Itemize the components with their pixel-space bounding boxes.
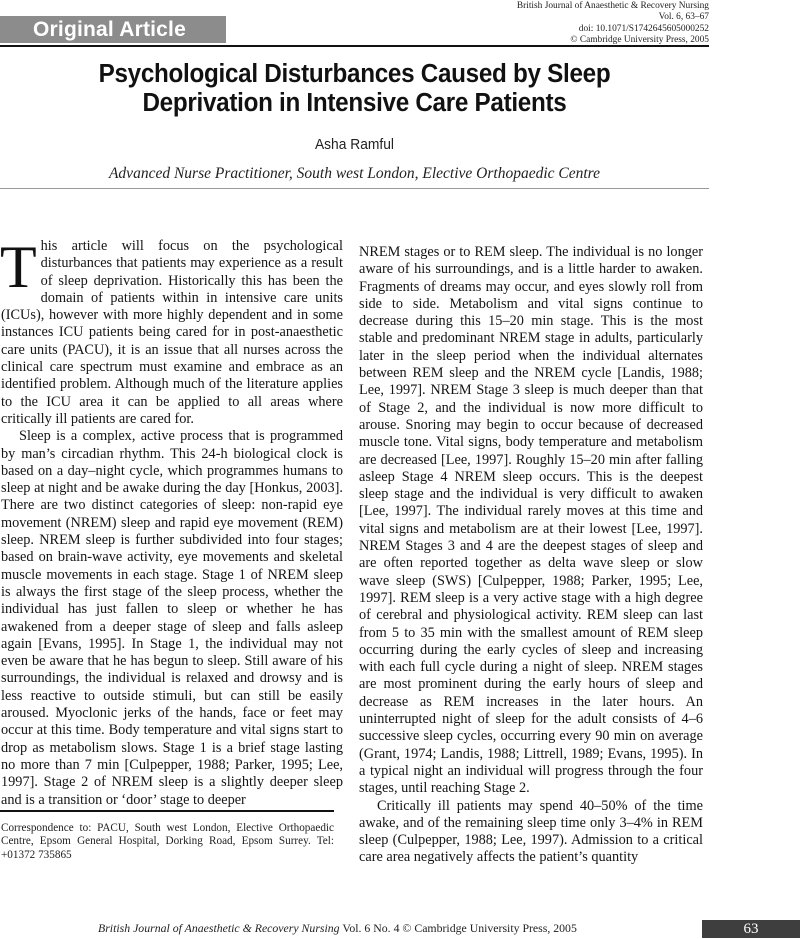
article-title — [18, 60, 692, 118]
drop-cap: T — [0, 234, 37, 300]
paragraph: Critically ill patients may spend 40–50% of the time awake, and of the remaining sleep time only 3–4% in REM sleep (Culpepper, 1988; Lee, 1997). Admission to a critical care area negatively affects the patient’s quantity — [359, 797, 703, 866]
body-column-right — [359, 244, 703, 867]
title-line-2: Deprivation in Intensive Care Patients — [142, 89, 567, 117]
header-rule — [0, 45, 709, 47]
body-column-left — [0, 234, 343, 809]
running-footer — [98, 921, 577, 936]
author-name: Asha Ramful — [314, 136, 394, 153]
author-affiliation: Advanced Nurse Practitioner, South west London, Elective Orthopaedic Centre — [108, 165, 601, 182]
paragraph-text: his article will focus on the psychological disturbances that patients may experience as a result of sleep deprivation. Historically this has been the domain of patients within in intensive care units (ICUs), however with more highly dependent and in some instances ICU patients being cared for in post-anaesthetic care units (PACU), it is an issue that all nurses across the clinical care spectrum must examine and embrace as an identified problem. Although much of the literature applies to the ICU area it can be applied to all areas where critically ill patients are cared for. — [1, 238, 343, 427]
journal-meta — [517, 1, 709, 46]
volume-pages: Vol. 6, 63–67 — [658, 12, 709, 23]
title-line-1: Psychological Disturbances Caused by Sleep — [98, 60, 611, 88]
journal-name: British Journal of Anaesthetic & Recovery Nursing — [516, 1, 709, 11]
doi-link[interactable]: doi: 10.1071/S1742645605000252 — [578, 23, 709, 34]
correspondence-footnote: Correspondence to: PACU, South west London, Elective Orthopaedic Centre, Epsom General Hospital, Dorking Road, Epsom Surrey. Tel: +01372 735865 — [1, 822, 334, 861]
paragraph: NREM stages or to REM sleep. The individual is no longer aware of his surroundings, and is a little harder to awaken. Fragments of dreams may occur, and eyes slowly roll from side to side. Metabolism and vital signs continue to decrease during this 15–20 min stage. This is the most stable and predominant NREM stage in adults, particularly later in the sleep period when the individual alternates between REM sleep and the NREM cycle [Landis, 1988; Lee, 1997]. NREM Stage 3 sleep is much deeper than that of Stage 2, and the individual is now more difficult to arouse. Snoring may begin to occur because of decreased muscle tone. Vital signs, body temperature and metabolism are decreased [Lee, 1997]. Roughly 15–20 min after falling asleep Stage 4 NREM sleep occurs. This is the deepest sleep stage and the individual is very difficult to awaken [Lee, 1997]. The individual rarely moves at this time and vital signs and metabolism are at their lowest [Lee, 1997]. NREM Stages 3 and 4 are the deepest stages of sleep and are often reported together as delta wave sleep or slow wave sleep (SWS) [Culpepper, 1988; Parker, 1995; Lee, 1997]. REM sleep is a very active stage with a high degree of cerebral and physiological activity. REM sleep can last from 5 to 35 min with the smallest amount of REM sleep occurring during the early cycles of sleep and increasing with each full cycle during a night of sleep. NREM stages are most prominent during the early hours of sleep and decrease as REM increases in the later hours. An uninterrupted night of sleep for the adult consists of 4–6 successive sleep cycles, occurring every 90 min on average (Grant, 1974; Landis, 1988; Littrell, 1989; Evans, 1995). In a typical night an individual will progress through the four stages, until reaching Stage 2. — [359, 244, 703, 797]
paragraph: Sleep is a complex, active process that is programmed by man’s circadian rhythm. This 24-h biological clock is based on a day–night cycle, which programmes humans to sleep at night and be awake during the day [Honkus, 2003]. There are two distinct categories of sleep: non-rapid eye movement (NREM) sleep and rapid eye movement (REM) sleep. NREM sleep is further subdivided into four stages; based on brain-wave activity, eye movements and skeletal muscle movements in each stage. Stage 1 of NREM sleep is always the first stage of the sleep process, whether the individual has just fallen to sleep or whether he has awakened from a deeper stage of sleep and falls asleep again [Evans, 1995]. In Stage 1, the individual may not even be aware that he has begun to sleep. Still aware of his surroundings, the individual is relaxed and drowsy and is less reactive to outside stimuli, but can still be easily aroused. Myoclonic jerks of the hands, face or feet may occur at this time. Body temperature and vital signs start to drop as metabolism slows. Stage 1 is a brief stage lasting no more than 7 min [Culpepper, 1988; Parker, 1995; Lee, 1997]. Stage 2 of NREM sleep is a slightly deeper sleep and is a transition or ‘door’ stage to deeper — [1, 428, 343, 808]
copyright: © Cambridge University Press, 2005 — [570, 34, 709, 45]
paragraph — [0, 234, 343, 428]
footer-issue: Vol. 6 No. 4 © Cambridge University Press, 2005 — [339, 921, 577, 935]
title-separator — [0, 188, 709, 189]
page-number: 63 — [702, 920, 800, 938]
section-label: Original Article — [33, 18, 186, 41]
footnote-rule — [0, 810, 334, 812]
footer-journal: British Journal of Anaesthetic & Recovery Nursing — [98, 921, 340, 935]
